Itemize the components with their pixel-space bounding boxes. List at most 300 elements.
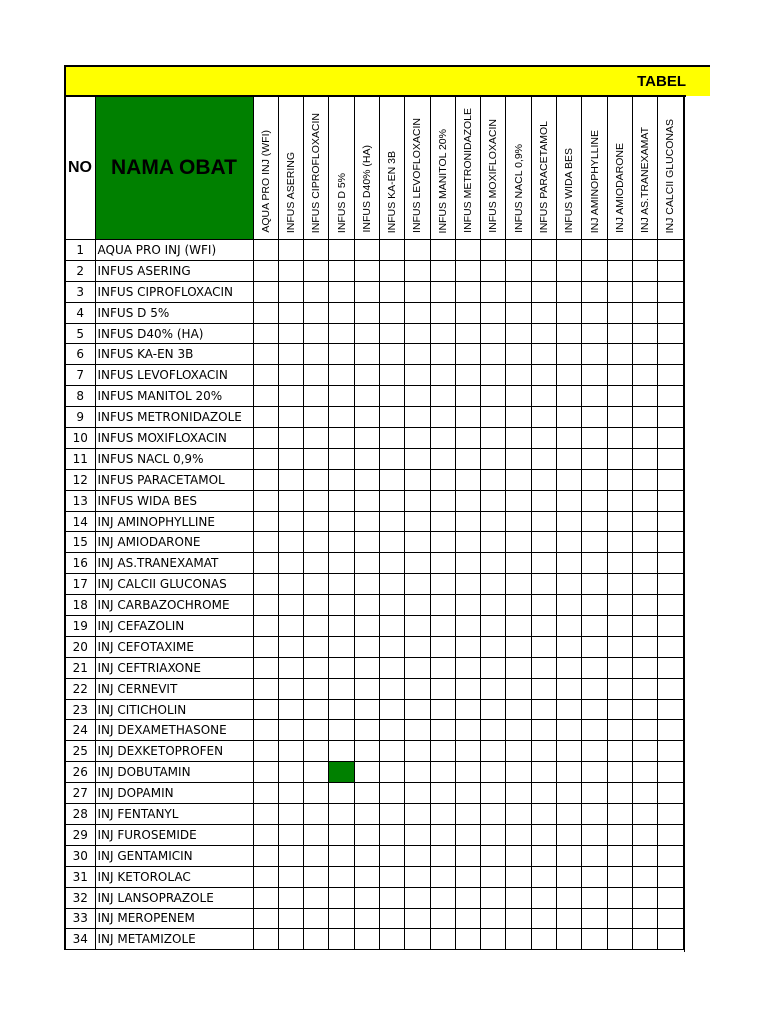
grid-cell[interactable] [607,762,632,783]
grid-cell[interactable] [582,720,607,741]
grid-cell[interactable] [455,929,480,950]
grid-cell[interactable] [329,699,354,720]
grid-cell[interactable] [506,804,531,825]
grid-cell[interactable] [253,866,278,887]
grid-cell[interactable] [354,720,379,741]
drug-name-cell[interactable]: INJ CEFAZOLIN [95,616,253,637]
grid-cell[interactable] [253,511,278,532]
grid-cell[interactable] [430,281,455,302]
grid-cell[interactable] [455,386,480,407]
grid-cell[interactable] [329,407,354,428]
drug-name-cell[interactable]: INJ DOBUTAMIN [95,762,253,783]
grid-cell[interactable] [481,365,506,386]
grid-cell[interactable] [430,804,455,825]
grid-cell[interactable] [455,762,480,783]
row-number[interactable]: 25 [65,741,95,762]
grid-cell[interactable] [658,699,683,720]
grid-cell[interactable] [304,448,329,469]
grid-cell[interactable] [405,657,430,678]
grid-cell[interactable] [304,428,329,449]
grid-cell[interactable] [506,866,531,887]
grid-cell[interactable] [658,678,683,699]
grid-cell[interactable] [557,657,582,678]
grid-cell[interactable] [557,678,582,699]
grid-cell[interactable] [405,407,430,428]
grid-cell[interactable] [304,511,329,532]
grid-cell[interactable] [658,866,683,887]
grid-cell[interactable] [481,323,506,344]
grid-cell[interactable] [354,469,379,490]
grid-cell[interactable] [531,240,556,261]
grid-cell[interactable] [582,407,607,428]
grid-cell[interactable] [405,929,430,950]
grid-cell[interactable] [506,448,531,469]
grid-cell[interactable] [506,532,531,553]
grid-cell[interactable] [379,428,404,449]
grid-cell[interactable] [405,428,430,449]
grid-cell[interactable] [481,469,506,490]
grid-cell[interactable] [582,762,607,783]
grid-cell[interactable] [253,699,278,720]
grid-cell[interactable] [582,616,607,637]
grid-cell[interactable] [506,887,531,908]
grid-cell[interactable] [329,490,354,511]
grid-cell[interactable] [253,323,278,344]
grid-cell[interactable] [304,469,329,490]
grid-cell[interactable] [531,783,556,804]
grid-cell[interactable] [582,741,607,762]
grid-cell[interactable] [278,469,303,490]
grid-cell[interactable] [582,281,607,302]
grid-cell[interactable] [531,636,556,657]
grid-cell[interactable] [253,845,278,866]
grid-cell[interactable] [632,908,657,929]
grid-cell[interactable] [481,428,506,449]
grid-cell[interactable] [607,490,632,511]
grid-cell[interactable] [405,323,430,344]
grid-cell[interactable] [379,783,404,804]
row-number[interactable]: 9 [65,407,95,428]
grid-cell[interactable] [632,532,657,553]
row-number[interactable]: 34 [65,929,95,950]
grid-cell[interactable] [658,511,683,532]
grid-cell[interactable] [379,616,404,637]
grid-cell[interactable] [329,240,354,261]
row-number[interactable]: 20 [65,636,95,657]
grid-cell[interactable] [531,699,556,720]
grid-cell[interactable] [329,260,354,281]
grid-cell[interactable] [607,929,632,950]
grid-cell[interactable] [304,616,329,637]
row-number[interactable]: 14 [65,511,95,532]
grid-cell[interactable] [607,428,632,449]
grid-cell[interactable] [658,574,683,595]
grid-cell[interactable] [253,720,278,741]
row-number[interactable]: 11 [65,448,95,469]
grid-cell[interactable] [455,636,480,657]
grid-cell[interactable] [481,490,506,511]
grid-cell[interactable] [557,574,582,595]
grid-cell[interactable] [405,908,430,929]
grid-cell[interactable] [304,804,329,825]
grid-cell[interactable] [557,323,582,344]
grid-cell[interactable] [481,532,506,553]
grid-cell[interactable] [557,699,582,720]
grid-cell[interactable] [506,824,531,845]
grid-cell[interactable] [455,845,480,866]
grid-cell[interactable] [632,636,657,657]
drug-name-cell[interactable]: AQUA PRO INJ (WFI) [95,240,253,261]
grid-cell[interactable] [354,532,379,553]
grid-cell[interactable] [379,386,404,407]
grid-cell[interactable] [304,783,329,804]
grid-cell[interactable] [430,260,455,281]
grid-cell[interactable] [278,741,303,762]
grid-cell[interactable] [253,824,278,845]
grid-cell[interactable] [481,908,506,929]
grid-cell[interactable] [506,616,531,637]
grid-cell[interactable] [632,866,657,887]
grid-cell[interactable] [607,783,632,804]
grid-cell[interactable] [278,595,303,616]
grid-cell[interactable] [253,908,278,929]
grid-cell[interactable] [506,407,531,428]
grid-cell[interactable] [582,260,607,281]
grid-cell[interactable] [481,344,506,365]
grid-cell[interactable] [632,574,657,595]
grid-cell[interactable] [481,511,506,532]
grid-cell[interactable] [632,490,657,511]
column-header[interactable] [632,97,657,240]
grid-cell[interactable] [582,887,607,908]
grid-cell[interactable] [304,887,329,908]
grid-cell[interactable] [304,657,329,678]
row-number[interactable]: 32 [65,887,95,908]
grid-cell[interactable] [506,699,531,720]
grid-cell[interactable] [253,678,278,699]
drug-name-cell[interactable]: INFUS WIDA BES [95,490,253,511]
grid-cell[interactable] [304,407,329,428]
grid-cell[interactable] [253,469,278,490]
grid-cell[interactable] [304,866,329,887]
drug-name-cell[interactable]: INFUS D 5% [95,302,253,323]
grid-cell[interactable] [607,720,632,741]
grid-cell[interactable] [379,574,404,595]
grid-cell[interactable] [253,574,278,595]
grid-cell[interactable] [329,553,354,574]
grid-cell[interactable] [632,720,657,741]
grid-cell[interactable] [557,240,582,261]
grid-cell[interactable] [607,574,632,595]
grid-cell[interactable] [481,845,506,866]
grid-cell[interactable] [329,804,354,825]
drug-name-cell[interactable]: INJ CALCII GLUCONAS [95,574,253,595]
grid-cell[interactable] [354,365,379,386]
grid-cell[interactable] [531,553,556,574]
grid-cell[interactable] [430,490,455,511]
grid-cell[interactable] [379,302,404,323]
column-header[interactable] [253,97,278,240]
grid-cell[interactable] [582,699,607,720]
drug-name-cell[interactable]: INFUS CIPROFLOXACIN [95,281,253,302]
row-number[interactable]: 33 [65,908,95,929]
grid-cell[interactable] [354,240,379,261]
grid-cell[interactable] [329,595,354,616]
column-header[interactable] [658,97,683,240]
grid-cell[interactable] [506,365,531,386]
grid-cell[interactable] [278,657,303,678]
grid-cell[interactable] [354,302,379,323]
grid-cell[interactable] [379,741,404,762]
grid-cell[interactable] [329,824,354,845]
grid-cell[interactable] [405,532,430,553]
grid-cell[interactable] [632,344,657,365]
grid-cell[interactable] [379,678,404,699]
grid-cell[interactable] [632,469,657,490]
column-header[interactable] [506,97,531,240]
grid-cell[interactable] [455,490,480,511]
grid-cell[interactable] [582,595,607,616]
row-number[interactable]: 3 [65,281,95,302]
grid-cell[interactable] [481,720,506,741]
grid-cell[interactable] [658,595,683,616]
row-number[interactable]: 17 [65,574,95,595]
grid-cell[interactable] [658,908,683,929]
grid-cell[interactable] [405,866,430,887]
grid-cell[interactable] [405,302,430,323]
grid-cell[interactable] [531,887,556,908]
row-number[interactable]: 4 [65,302,95,323]
grid-cell[interactable] [658,887,683,908]
drug-name-cell[interactable]: INFUS PARACETAMOL [95,469,253,490]
grid-cell[interactable] [253,804,278,825]
grid-cell[interactable] [632,240,657,261]
grid-cell[interactable] [405,636,430,657]
grid-cell[interactable] [278,407,303,428]
grid-cell[interactable] [632,887,657,908]
grid-cell[interactable] [582,365,607,386]
grid-cell[interactable] [329,428,354,449]
grid-cell[interactable] [607,845,632,866]
grid-cell[interactable] [304,636,329,657]
grid-cell[interactable] [405,720,430,741]
grid-cell[interactable] [658,720,683,741]
grid-cell[interactable] [557,428,582,449]
grid-cell[interactable] [405,678,430,699]
column-header[interactable] [531,97,556,240]
grid-cell[interactable] [379,240,404,261]
column-header[interactable] [354,97,379,240]
grid-cell[interactable] [253,281,278,302]
grid-cell[interactable] [253,532,278,553]
grid-cell[interactable] [557,448,582,469]
grid-cell[interactable] [557,762,582,783]
grid-cell[interactable] [658,240,683,261]
grid-cell[interactable] [632,428,657,449]
grid-cell[interactable] [379,887,404,908]
drug-name-cell[interactable]: INFUS ASERING [95,260,253,281]
grid-cell[interactable] [582,386,607,407]
grid-cell[interactable] [329,511,354,532]
grid-cell[interactable] [405,260,430,281]
grid-cell[interactable] [405,783,430,804]
grid-cell[interactable] [455,302,480,323]
grid-cell[interactable] [607,344,632,365]
grid-cell[interactable] [278,720,303,741]
grid-cell[interactable] [379,260,404,281]
grid-cell[interactable] [304,574,329,595]
grid-cell[interactable] [455,469,480,490]
drug-name-cell[interactable]: INJ CEFTRIAXONE [95,657,253,678]
grid-cell[interactable] [658,448,683,469]
row-number[interactable]: 31 [65,866,95,887]
grid-cell[interactable] [405,448,430,469]
drug-name-cell[interactable]: INJ FUROSEMIDE [95,824,253,845]
grid-cell[interactable] [354,407,379,428]
grid-cell[interactable] [531,448,556,469]
grid-cell[interactable] [278,260,303,281]
grid-cell[interactable] [582,344,607,365]
grid-cell[interactable] [607,260,632,281]
grid-cell[interactable] [354,595,379,616]
grid-cell[interactable] [531,657,556,678]
row-number[interactable]: 27 [65,783,95,804]
grid-cell[interactable] [531,741,556,762]
grid-cell[interactable] [582,908,607,929]
grid-cell[interactable] [455,323,480,344]
grid-cell[interactable] [304,908,329,929]
grid-cell[interactable] [658,762,683,783]
grid-cell[interactable] [531,490,556,511]
grid-cell[interactable] [658,407,683,428]
grid-cell[interactable] [531,344,556,365]
grid-cell[interactable] [278,762,303,783]
grid-cell[interactable] [304,323,329,344]
grid-cell[interactable] [607,323,632,344]
grid-cell[interactable] [253,448,278,469]
grid-cell[interactable] [278,323,303,344]
grid-cell[interactable] [632,657,657,678]
grid-cell[interactable] [582,553,607,574]
grid-cell[interactable] [405,386,430,407]
drug-name-cell[interactable]: INJ GENTAMICIN [95,845,253,866]
grid-cell[interactable] [658,469,683,490]
grid-cell[interactable] [278,616,303,637]
row-number[interactable]: 16 [65,553,95,574]
grid-cell[interactable] [506,574,531,595]
grid-cell[interactable] [582,323,607,344]
grid-cell[interactable] [329,281,354,302]
grid-cell[interactable] [379,804,404,825]
grid-cell[interactable] [531,720,556,741]
grid-cell[interactable] [430,636,455,657]
drug-name-cell[interactable]: INJ DOPAMIN [95,783,253,804]
row-number[interactable]: 23 [65,699,95,720]
row-number[interactable]: 28 [65,804,95,825]
drug-name-cell[interactable]: INJ DEXAMETHASONE [95,720,253,741]
grid-cell[interactable] [658,386,683,407]
grid-cell[interactable] [557,887,582,908]
grid-cell[interactable] [405,490,430,511]
grid-cell[interactable] [354,490,379,511]
grid-cell[interactable] [531,929,556,950]
grid-cell[interactable] [329,469,354,490]
grid-cell[interactable] [658,657,683,678]
grid-cell[interactable] [658,365,683,386]
grid-cell[interactable] [557,365,582,386]
grid-cell[interactable] [557,929,582,950]
grid-cell[interactable] [658,783,683,804]
grid-cell[interactable] [304,365,329,386]
grid-cell[interactable] [607,532,632,553]
grid-cell[interactable] [278,428,303,449]
grid-cell[interactable] [379,553,404,574]
grid-cell[interactable] [632,407,657,428]
grid-cell[interactable] [304,532,329,553]
grid-cell[interactable] [455,741,480,762]
grid-cell[interactable] [607,595,632,616]
grid-cell[interactable] [253,762,278,783]
drug-name-cell[interactable]: INJ DEXKETOPROFEN [95,741,253,762]
grid-cell[interactable] [632,762,657,783]
grid-cell[interactable] [329,448,354,469]
grid-cell[interactable] [506,553,531,574]
grid-cell[interactable] [304,678,329,699]
grid-cell[interactable] [379,511,404,532]
drug-name-cell[interactable]: INJ AMIODARONE [95,532,253,553]
grid-cell[interactable] [632,302,657,323]
grid-cell[interactable] [278,386,303,407]
grid-cell[interactable] [430,448,455,469]
drug-name-cell[interactable]: INFUS NACL 0,9% [95,448,253,469]
grid-cell[interactable] [354,804,379,825]
grid-cell[interactable] [354,887,379,908]
grid-cell[interactable] [557,908,582,929]
grid-cell[interactable] [379,699,404,720]
grid-cell[interactable] [658,490,683,511]
grid-cell[interactable] [607,804,632,825]
grid-cell[interactable] [481,553,506,574]
grid-cell[interactable] [557,281,582,302]
grid-cell[interactable] [253,302,278,323]
grid-cell[interactable] [430,762,455,783]
grid-cell[interactable] [557,490,582,511]
grid-cell[interactable] [430,574,455,595]
grid-cell[interactable] [531,595,556,616]
grid-cell[interactable] [379,636,404,657]
grid-cell[interactable] [582,532,607,553]
grid-cell[interactable] [607,866,632,887]
grid-cell[interactable] [455,553,480,574]
grid-cell[interactable] [405,804,430,825]
grid-cell[interactable] [253,887,278,908]
grid-cell[interactable] [481,636,506,657]
grid-cell[interactable] [557,636,582,657]
grid-cell[interactable] [278,240,303,261]
grid-cell[interactable] [481,762,506,783]
grid-cell[interactable] [481,595,506,616]
grid-cell[interactable] [658,845,683,866]
grid-cell[interactable] [481,678,506,699]
grid-cell[interactable] [405,616,430,637]
grid-cell[interactable] [481,699,506,720]
grid-cell[interactable] [304,386,329,407]
column-header[interactable] [430,97,455,240]
grid-cell[interactable] [329,908,354,929]
grid-cell[interactable] [531,762,556,783]
column-header[interactable] [405,97,430,240]
grid-cell[interactable] [607,824,632,845]
